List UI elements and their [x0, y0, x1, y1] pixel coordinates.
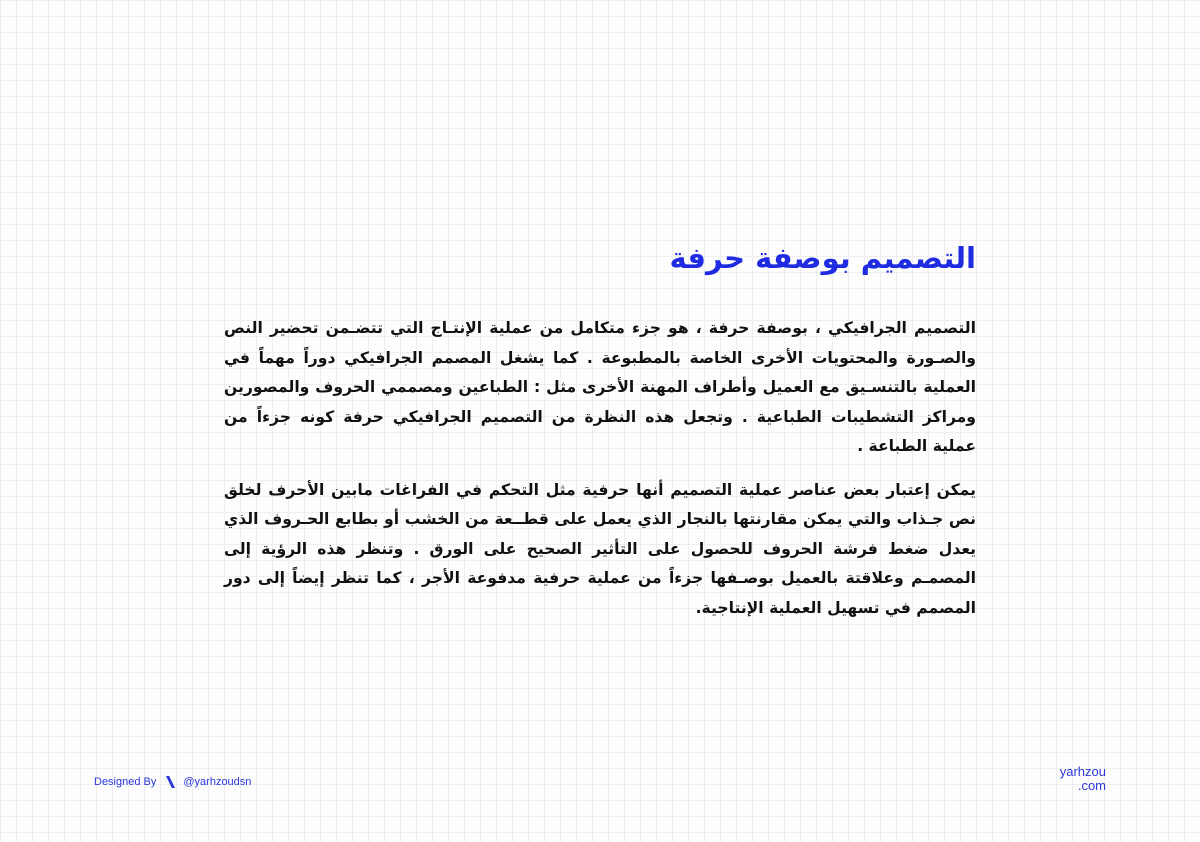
designer-handle[interactable]: @yarhzoudsn: [183, 776, 252, 788]
article-title: التصميم بوصفة حرفة: [669, 241, 976, 275]
article-paragraph-2: يمكن إعتبار بعض عناصر عملية التصميم أنها حرفية مثل التحكم في الفراغات مابين الأحرف لخلق نص جـذاب والتي يمكن مقارنتها بالنجار الذي يعمل على قطــعة من الخشب أو بطابع الحـروف الذي يعدل ضغط فرشة الحروف للحصول على التأثير الصحيح على الورق . وتنظر هذه الرؤية إلى المصمـم وعلاقتة بالعميل بوصـفها جزءاً من عملية حرفية مدفوعة الأجر ، كما تنظر إيضاً إلى دور المصمم في تسهيل العملية الإنتاجية.: [224, 480, 976, 617]
website-name: yarhzou: [1059, 764, 1106, 779]
article: [224, 232, 976, 637]
article-paragraph-1: التصميم الجرافيكي ، بوصفة حرفة ، هو جزء متكامل من عملية الإنتـاج التي تتضـمن تحضير النص والصـورة والمحتويات الأخرى الخاصة بالمطبوعة . كما يشغل المصمم الجرافيكي دوراً مهماً في العملية بالتنسـيق مع العميل وأطراف المهنة الأخرى مثل : الطباعين ومصممي الحروف والمصورين ومراكز التشطيبات الطباعية . وتجعل هذه النظرة من التصميم الجرافيكي حرفة كونه جزءاً من عملية الطباعة .: [224, 319, 976, 455]
slash-logo-icon: [166, 776, 175, 788]
website-tld: .com: [1077, 778, 1106, 793]
designer-credit: [94, 776, 251, 788]
website-link[interactable]: [1040, 765, 1106, 793]
designed-by-label: Designed By: [94, 776, 157, 788]
